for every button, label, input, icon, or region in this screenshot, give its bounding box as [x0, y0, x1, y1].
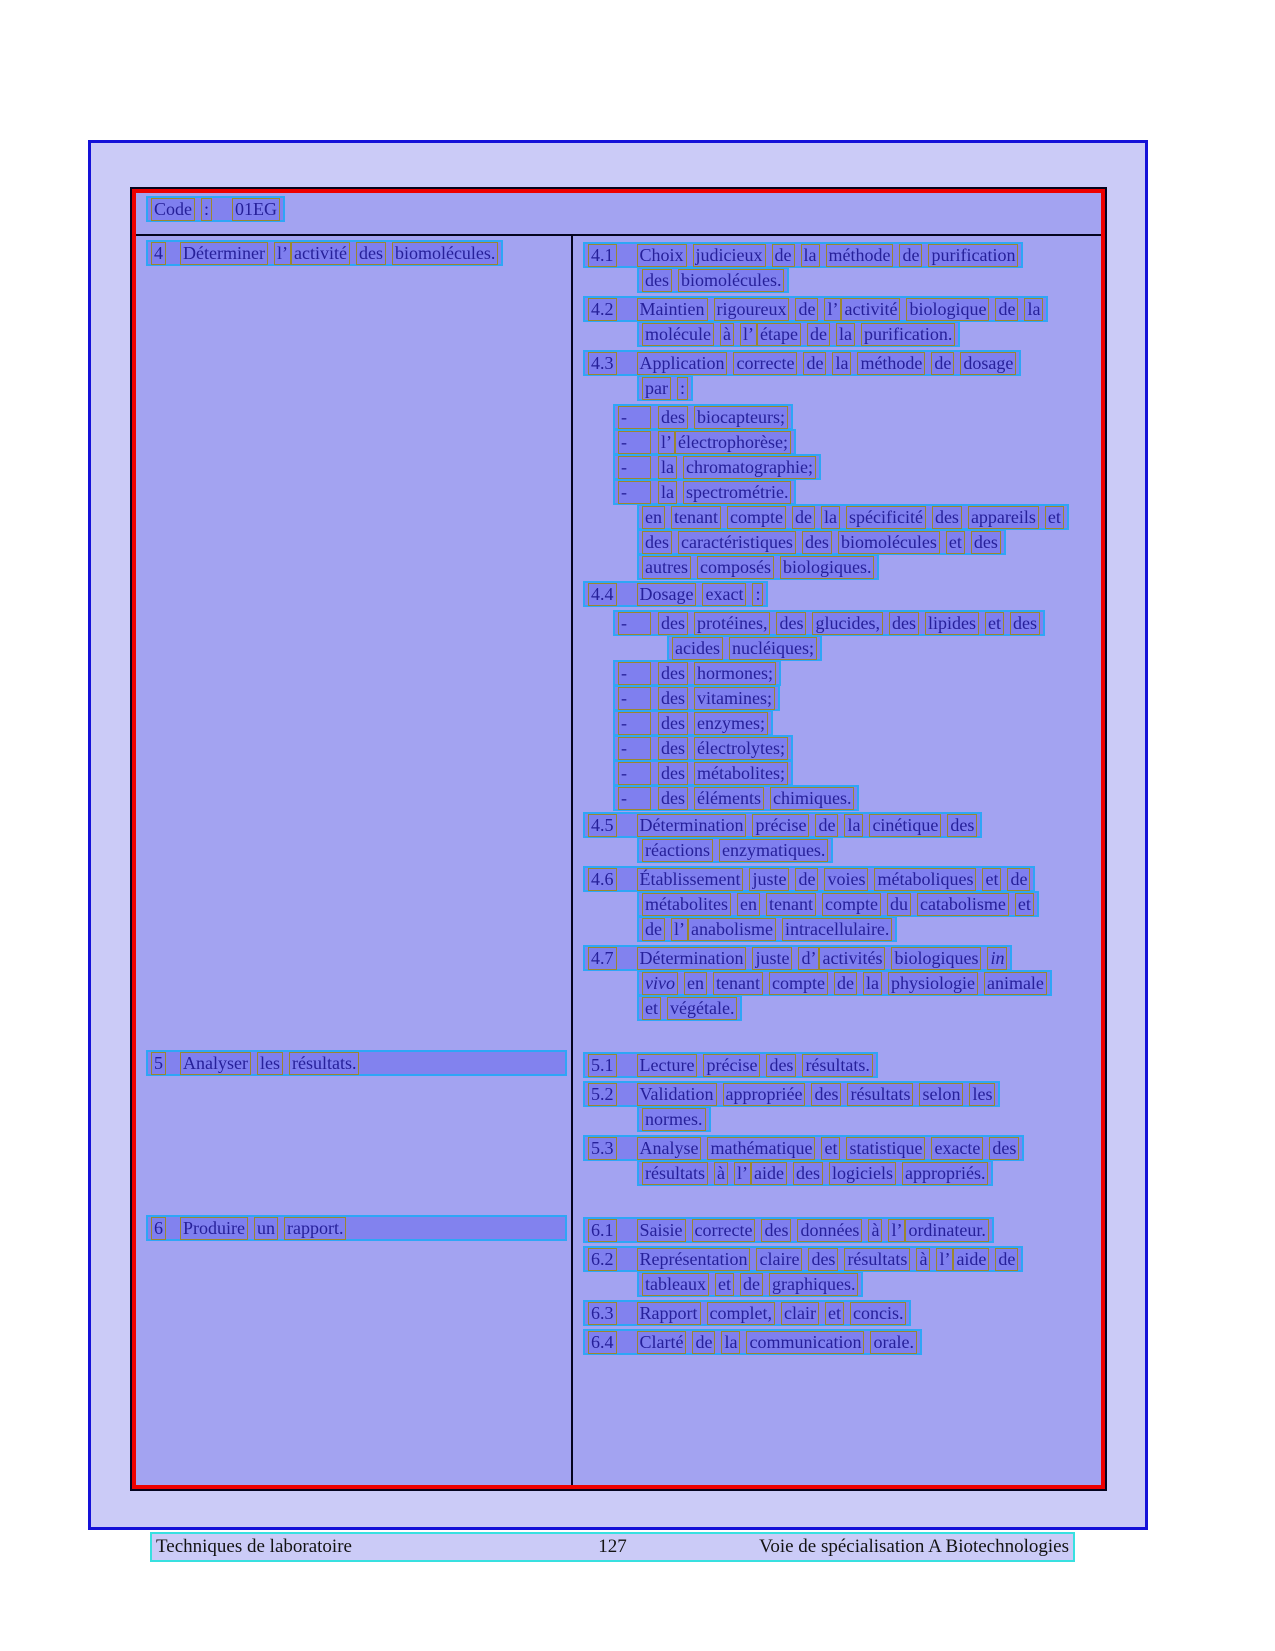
word: de [740, 1273, 763, 1296]
word: molécule [642, 323, 714, 346]
criterion [583, 350, 1095, 401]
word: de [692, 1331, 715, 1354]
criterion [583, 812, 1095, 863]
bullet-line [613, 454, 821, 480]
criterion-line [583, 1246, 1023, 1272]
word: Saisie [637, 1219, 686, 1242]
word: et [1045, 506, 1064, 529]
word: méthode [826, 244, 894, 267]
code-line [146, 196, 285, 222]
word: des [658, 687, 688, 710]
word: biomolécules [838, 531, 940, 554]
objective-cell [136, 1024, 571, 1189]
word: des [947, 814, 977, 837]
bullet-line [613, 735, 793, 761]
word: du [887, 893, 911, 916]
word: résultats [847, 1083, 913, 1106]
bullet-dash: - [618, 687, 651, 710]
criterion-line [583, 1217, 994, 1243]
criterion-line [637, 837, 833, 863]
word: précise [703, 1054, 760, 1077]
word: caractéristiques [678, 531, 796, 554]
word: appropriés. [902, 1162, 988, 1185]
word: tenant [671, 506, 721, 529]
filler-cell-left [136, 1358, 571, 1485]
word: la [832, 352, 851, 375]
word: aide [953, 1248, 989, 1271]
criterion-line [637, 891, 1039, 917]
word: à [916, 1248, 930, 1271]
word: les [257, 1052, 283, 1075]
word: normes. [642, 1108, 706, 1131]
word: chimiques. [770, 787, 855, 810]
word: d’ [798, 947, 819, 970]
word: mathématique [707, 1137, 815, 1160]
word: acides [672, 637, 723, 660]
word: communication [746, 1331, 864, 1354]
word: enzymatiques. [719, 839, 828, 862]
plain-line [637, 504, 1069, 530]
word: résultats [844, 1248, 910, 1271]
word: des [642, 269, 672, 292]
word: par [642, 377, 671, 400]
word: de [803, 352, 826, 375]
word: spectrométrie. [683, 481, 791, 504]
word: des [658, 737, 688, 760]
criterion-line [583, 1052, 878, 1078]
filler-cell-right [571, 1358, 1101, 1485]
word: aide [751, 1162, 787, 1185]
word: Établissement [637, 868, 744, 891]
word: des [658, 787, 688, 810]
word: Choix [637, 244, 687, 267]
word: métabolites [642, 893, 731, 916]
word: l’ [658, 431, 675, 454]
word: réactions [642, 839, 713, 862]
word: biologiques [891, 947, 981, 970]
word: la [836, 323, 855, 346]
word: l’ [888, 1219, 905, 1242]
word: résultats. [802, 1054, 873, 1077]
criterion-line [583, 1135, 1024, 1161]
word: chromatographie; [683, 456, 816, 479]
word: exacte [931, 1137, 983, 1160]
plain-line [637, 529, 1006, 555]
word: des [776, 612, 806, 635]
word: des [761, 1219, 791, 1242]
code-value: 01EG [232, 198, 280, 221]
word: et [821, 1137, 840, 1160]
table-body [136, 236, 1101, 1485]
criterion [583, 866, 1095, 942]
word: les [969, 1083, 995, 1106]
word: tableaux [642, 1273, 709, 1296]
word: à [868, 1219, 882, 1242]
word: de [815, 814, 838, 837]
word: de [931, 352, 954, 375]
code-row [136, 193, 1101, 236]
word: biocapteurs; [694, 406, 788, 429]
word: et [982, 868, 1001, 891]
item-number: 4.3 [588, 352, 617, 375]
word: activité [291, 242, 350, 265]
word: un [254, 1217, 278, 1240]
word: l’ [740, 323, 757, 346]
criterion [583, 1135, 1095, 1186]
word: de [995, 1248, 1018, 1271]
word: la [1024, 298, 1043, 321]
objective-cell [136, 236, 571, 1024]
word: Clarté [637, 1331, 687, 1354]
bullet-line [613, 710, 773, 736]
word: judicieux [693, 244, 766, 267]
word: la [863, 972, 882, 995]
word: l’ [671, 918, 688, 941]
bullet-line [613, 610, 1045, 636]
word: vitamines; [694, 687, 775, 710]
criterion-line [637, 916, 897, 942]
bullet-dash: - [618, 662, 651, 685]
word: ordinateur. [905, 1219, 988, 1242]
word: en [684, 972, 707, 995]
word: l’ [936, 1248, 953, 1271]
word: étape [757, 323, 801, 346]
word: tenant [766, 893, 816, 916]
criterion [583, 1052, 1095, 1078]
criterion [583, 296, 1095, 347]
word: Détermination [637, 947, 747, 970]
criterion-line [637, 321, 960, 347]
criterion [583, 1329, 1095, 1355]
word: protéines, [694, 612, 770, 635]
criterion [583, 242, 1095, 293]
word: précise [752, 814, 809, 837]
word: résultats. [289, 1052, 360, 1075]
footer-section-title: Voie de spécialisation A Biotechnologies [759, 1536, 1069, 1557]
word: claire [756, 1248, 802, 1271]
bullet-dash: - [618, 481, 651, 504]
word: biologique [906, 298, 989, 321]
bullet-line [613, 404, 793, 430]
item-number: 4.4 [588, 583, 617, 606]
word: de [807, 323, 830, 346]
word: complet, [707, 1302, 775, 1325]
word: l’ [274, 242, 291, 265]
word: activités [819, 947, 885, 970]
criterion-line [583, 242, 1023, 268]
objective-line [146, 1215, 567, 1241]
word: Maintien [637, 298, 708, 321]
word: purification [928, 244, 1018, 267]
word: juste [752, 947, 792, 970]
criteria-cell [571, 1189, 1101, 1358]
word: en [737, 893, 760, 916]
word: métabolites; [694, 762, 788, 785]
word: de [834, 972, 857, 995]
word: : [201, 198, 212, 221]
word: à [720, 323, 734, 346]
word: rapport. [284, 1217, 346, 1240]
word: métaboliques [874, 868, 976, 891]
word: biomolécules. [678, 269, 784, 292]
word: Application [637, 352, 728, 375]
criterion [583, 945, 1095, 1021]
page-footer [150, 1532, 1075, 1562]
word: intracellulaire. [782, 918, 892, 941]
word: électrolytes; [694, 737, 788, 760]
word: et [946, 531, 965, 554]
word: Dosage [637, 583, 697, 606]
word: de [772, 244, 795, 267]
item-number: 4 [151, 242, 166, 265]
word: en [642, 506, 665, 529]
criterion-line [637, 1160, 993, 1186]
criterion-line [583, 945, 1012, 971]
word: des [658, 406, 688, 429]
word: juste [749, 868, 789, 891]
word: glucides, [812, 612, 883, 635]
word: Analyse [637, 1137, 702, 1160]
word: l’ [824, 298, 841, 321]
word: végétale. [667, 997, 737, 1020]
word: appropriée [723, 1083, 806, 1106]
word: des [989, 1137, 1019, 1160]
word: autres [642, 556, 691, 579]
objective-line [146, 1050, 567, 1076]
word: des [971, 531, 1001, 554]
criteria-cell [571, 236, 1101, 1024]
word: des [811, 1083, 841, 1106]
word: des [793, 1162, 823, 1185]
word: des [766, 1054, 796, 1077]
bullet-dash: - [618, 612, 651, 635]
word: anabolisme [688, 918, 776, 941]
criterion-line [637, 1106, 711, 1132]
word: lipides [925, 612, 979, 635]
item-number: 4.1 [588, 244, 617, 267]
criterion-line [637, 970, 1052, 996]
word: des [356, 242, 386, 265]
word: logiciels [829, 1162, 896, 1185]
word: rigoureux [714, 298, 790, 321]
word: Lecture [637, 1054, 698, 1077]
item-number: 6.1 [588, 1219, 617, 1242]
bullet-line [613, 760, 793, 786]
footer-document-title: Techniques de laboratoire [156, 1536, 352, 1557]
document-frame [88, 140, 1148, 1530]
item-number: 4.2 [588, 298, 617, 321]
word: spécificité [846, 506, 926, 529]
word: biologiques. [780, 556, 875, 579]
item-number: 5.1 [588, 1054, 617, 1077]
word: dosage [960, 352, 1016, 375]
item-number: 6.3 [588, 1302, 617, 1325]
word: vivo [642, 972, 678, 995]
item-number: 6 [151, 1217, 166, 1240]
word: Code [151, 198, 195, 221]
item-number: 6.4 [588, 1331, 617, 1354]
word: et [715, 1273, 734, 1296]
criterion-line [583, 866, 1035, 892]
word: de [995, 298, 1018, 321]
word: et [985, 612, 1004, 635]
criterion [583, 1217, 1095, 1243]
objective-line [146, 240, 503, 266]
bullet-line [613, 785, 859, 811]
item-number: 5 [151, 1052, 166, 1075]
word: des [658, 612, 688, 635]
word: compte [727, 506, 786, 529]
word: exact [702, 583, 746, 606]
word: orale. [870, 1331, 916, 1354]
word: Détermination [637, 814, 747, 837]
word: des [658, 662, 688, 685]
item-number: 5.2 [588, 1083, 617, 1106]
bullet-dash: - [618, 456, 651, 479]
word: correcte [733, 352, 797, 375]
word: hormones; [694, 662, 776, 685]
criterion-line [637, 995, 742, 1021]
objective-cell [136, 1189, 571, 1358]
item-number: 4.5 [588, 814, 617, 837]
bullet-line [667, 635, 822, 661]
word: des [889, 612, 919, 635]
word: résultats [642, 1162, 708, 1185]
criterion-line [637, 1271, 863, 1297]
word: correcte [692, 1219, 756, 1242]
word: voies [824, 868, 868, 891]
word: données [797, 1219, 862, 1242]
word: : [677, 377, 688, 400]
word: nucléiques; [729, 637, 817, 660]
criterion-line [583, 812, 982, 838]
word: clair [781, 1302, 819, 1325]
item-number: 6.2 [588, 1248, 617, 1271]
criterion [583, 581, 1095, 607]
word: la [844, 814, 863, 837]
plain-line [637, 554, 879, 580]
criterion-line [583, 1329, 922, 1355]
word: des [1010, 612, 1040, 635]
word: des [658, 712, 688, 735]
footer-page-number: 127 [598, 1536, 627, 1557]
criterion-line [583, 1081, 1000, 1107]
word: et [642, 997, 661, 1020]
word: éléments [694, 787, 764, 810]
bullet-dash: - [618, 762, 651, 785]
word: des [642, 531, 672, 554]
word: la [801, 244, 820, 267]
criterion-line [637, 267, 789, 293]
word: Analyser [180, 1052, 251, 1075]
word: de [1007, 868, 1030, 891]
bullet-dash: - [618, 431, 651, 454]
word: concis. [850, 1302, 906, 1325]
word: tenant [713, 972, 763, 995]
word: statistique [846, 1137, 925, 1160]
criterion-line [583, 350, 1021, 376]
word: Rapport [637, 1302, 701, 1325]
criterion [583, 1300, 1095, 1326]
criterion [583, 1246, 1095, 1297]
word: composés [697, 556, 774, 579]
bullet-dash: - [618, 737, 651, 760]
criteria-cell [571, 1024, 1101, 1189]
bullet-dash: - [618, 406, 651, 429]
word: la [721, 1331, 740, 1354]
item-number: 4.7 [588, 947, 617, 970]
word: cinétique [869, 814, 941, 837]
criterion-line [583, 581, 768, 607]
word: selon [919, 1083, 963, 1106]
word: de [795, 298, 818, 321]
bullet-line [613, 479, 796, 505]
criterion-line [583, 296, 1048, 322]
word: la [658, 481, 677, 504]
criterion-line [583, 1300, 911, 1326]
word: des [808, 1248, 838, 1271]
word: des [802, 531, 832, 554]
word: biomolécules. [392, 242, 498, 265]
bullet-dash: - [618, 712, 651, 735]
evaluation-table [130, 187, 1107, 1491]
word: et [1015, 893, 1034, 916]
bullet-line [613, 685, 780, 711]
word: Représentation [637, 1248, 751, 1271]
word: l’ [734, 1162, 751, 1185]
word: de [899, 244, 922, 267]
word: Validation [637, 1083, 717, 1106]
word: in [987, 947, 1007, 970]
word: compte [822, 893, 881, 916]
criterion [583, 1081, 1095, 1132]
word: et [825, 1302, 844, 1325]
word: Produire [180, 1217, 248, 1240]
word: purification. [861, 323, 955, 346]
criterion-line [637, 375, 693, 401]
word: : [752, 583, 763, 606]
word: des [932, 506, 962, 529]
item-number: 5.3 [588, 1137, 617, 1160]
word: graphiques. [769, 1273, 858, 1296]
item-number: 4.6 [588, 868, 617, 891]
bullet-line [613, 660, 781, 686]
word: la [821, 506, 840, 529]
word: appareils [968, 506, 1039, 529]
word: catabolisme [917, 893, 1009, 916]
word: méthode [857, 352, 925, 375]
word: enzymes; [694, 712, 768, 735]
word: à [714, 1162, 728, 1185]
word: de [792, 506, 815, 529]
word: électrophorèse; [675, 431, 791, 454]
word: des [658, 762, 688, 785]
bullet-line [613, 429, 796, 455]
red-table-border [132, 189, 1105, 1489]
word: physiologie [888, 972, 978, 995]
word: compte [769, 972, 828, 995]
word: activité [841, 298, 900, 321]
word: de [642, 918, 665, 941]
bullet-dash: - [618, 787, 651, 810]
word: animale [984, 972, 1047, 995]
word: de [795, 868, 818, 891]
word: Déterminer [180, 242, 268, 265]
word: la [658, 456, 677, 479]
